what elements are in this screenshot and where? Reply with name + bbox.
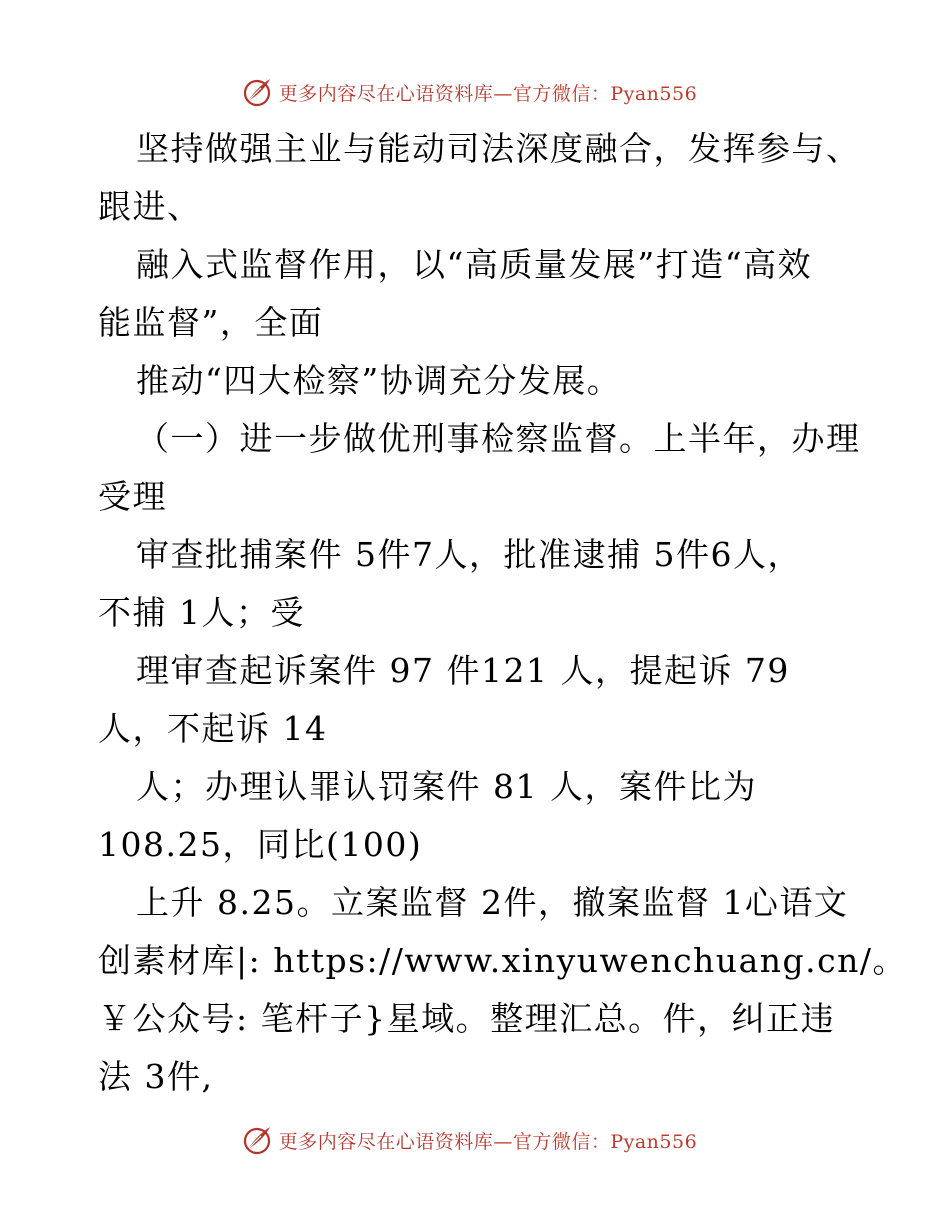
watermark-dash: — xyxy=(493,82,513,105)
watermark-site-text: 更多内容尽在心语资料库 xyxy=(278,1130,494,1153)
body-line: 人，不起诉 14 xyxy=(98,709,328,748)
body-line: 推动“四大检察”协调充分发展。 xyxy=(136,361,622,400)
body-line: 法 3件, xyxy=(98,1057,214,1096)
header-watermark xyxy=(0,72,950,112)
body-line: 不捕 1人；受 xyxy=(98,593,305,632)
body-line: （一）进一步做优刑事检察监督。上半年，办理 xyxy=(136,419,861,458)
watermark-site-text: 更多内容尽在心语资料库 xyxy=(278,82,494,105)
body-line: 上升 8.25。立案监督 2件，撤案监督 1心语文 xyxy=(136,883,849,922)
watermark-wechat-id: Pyan556 xyxy=(610,82,698,105)
feather-pen-logo-icon xyxy=(241,76,273,108)
watermark-dash: — xyxy=(493,1130,513,1153)
body-line: 人；办理认罪认罚案件 81 人，案件比为 xyxy=(136,767,757,806)
body-line: 108.25，同比(100) xyxy=(98,825,423,864)
body-line: 受理 xyxy=(98,477,167,516)
watermark-wechat-id: Pyan556 xyxy=(610,1130,698,1153)
watermark-wechat-label: 官方微信： xyxy=(512,1130,611,1153)
watermark-text xyxy=(279,79,697,106)
body-line: 创素材库|: https://www.xinyuwenchuang.cn/。 xyxy=(98,941,907,980)
body-line: 跟进、 xyxy=(98,187,202,226)
body-line: 融入式监督作用，以“高质量发展”打造“高效 xyxy=(136,245,813,284)
watermark-wechat-label: 官方微信： xyxy=(512,82,611,105)
feather-pen-logo-icon xyxy=(241,1124,273,1156)
body-line: 坚持做强主业与能动司法深度融合，发挥参与、 xyxy=(136,129,861,168)
body-line: 理审查起诉案件 97 件121 人，提起诉 79 xyxy=(136,651,790,690)
body-text xyxy=(98,120,907,1106)
body-line: 能监督”，全面 xyxy=(98,303,324,342)
body-line: ￥公众号: 笔杆子}星域。整理汇总。件，纠正违 xyxy=(98,999,836,1038)
body-line: 审查批捕案件 5件7人，批准逮捕 5件6人， xyxy=(136,535,802,574)
footer-watermark xyxy=(0,1120,950,1160)
watermark-text xyxy=(279,1127,697,1154)
